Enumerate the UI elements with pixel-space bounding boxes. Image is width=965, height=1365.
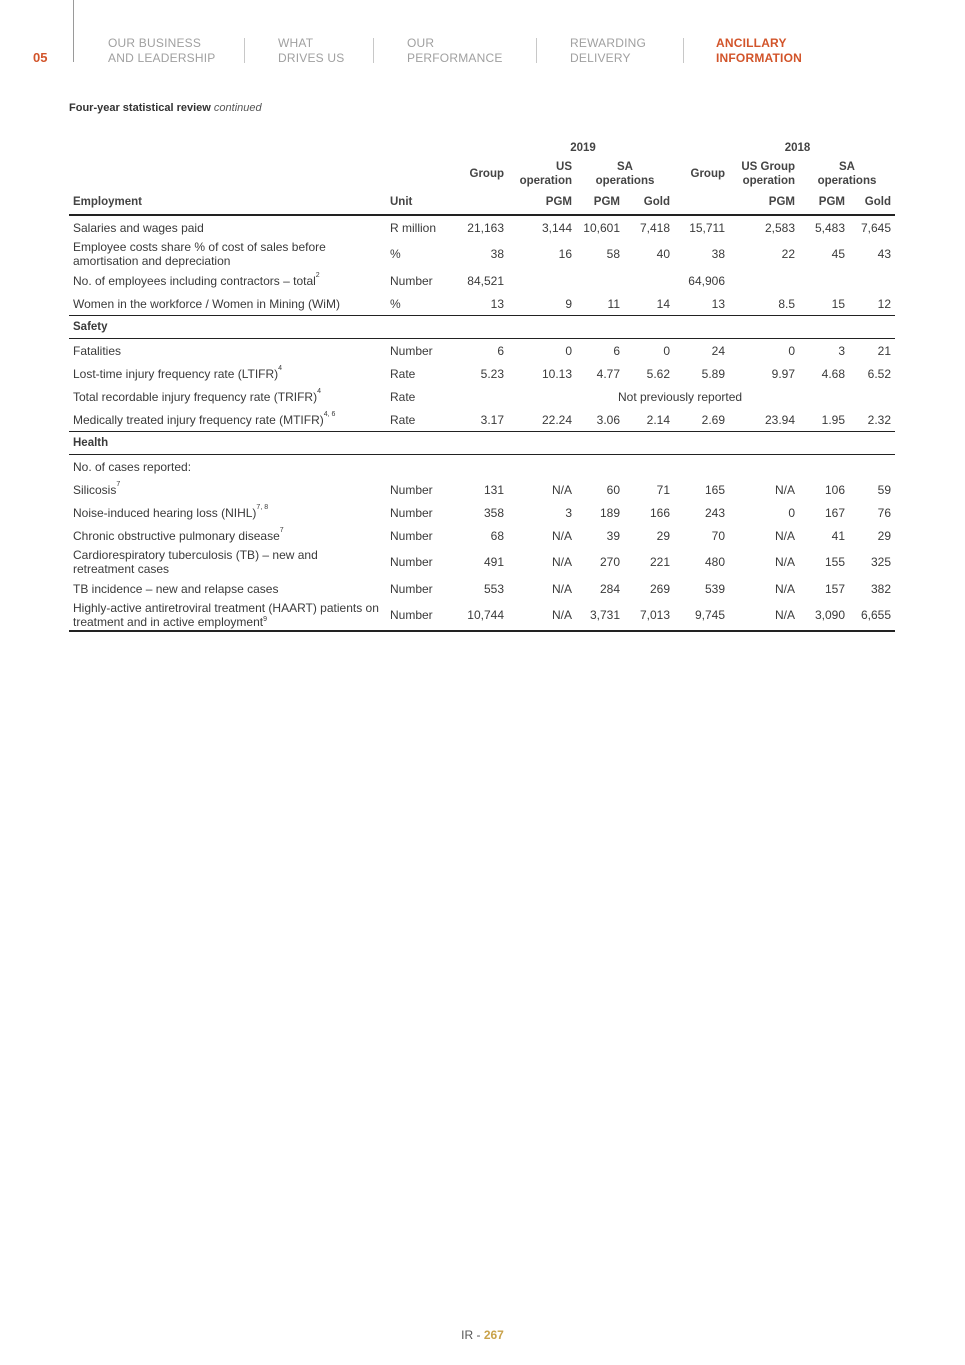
value-cell: 0 <box>565 343 572 358</box>
value-cell: 43 <box>877 247 891 261</box>
us-group-operation-header: US Group operation <box>741 161 795 187</box>
value-cell: 58 <box>606 247 620 261</box>
value-cell: 14 <box>656 296 670 311</box>
value-cell: 40 <box>656 247 670 261</box>
value-cell: 358 <box>483 505 504 520</box>
statistical-review-table <box>69 138 895 632</box>
table-row <box>69 362 895 385</box>
value-cell: N/A <box>551 581 572 596</box>
pgm-header: PGM <box>508 190 576 215</box>
footnote-ref: 4 <box>317 387 321 395</box>
year-2019: 2019 <box>570 142 596 154</box>
page-number: 267 <box>483 1328 504 1342</box>
nav-label: DELIVERY <box>570 51 631 65</box>
row-label-text: Medically treated injury frequency rate (MTIFR) <box>73 412 324 427</box>
value-cell: 491 <box>483 555 504 569</box>
nav-separator <box>373 38 374 63</box>
section-row <box>69 316 895 339</box>
value-cell: 0 <box>663 343 670 358</box>
value-cell: 270 <box>599 555 620 569</box>
value-cell: 5.62 <box>646 366 670 381</box>
unit-cell: Number <box>390 581 433 596</box>
value-cell: 189 <box>599 505 620 520</box>
value-cell: 29 <box>656 528 670 543</box>
value-cell: 38 <box>711 247 725 261</box>
unit-cell: Number <box>390 273 433 288</box>
value-cell: 13 <box>711 296 725 311</box>
empty-cell <box>456 385 508 408</box>
value-cell: N/A <box>551 555 572 569</box>
value-cell <box>624 269 674 292</box>
value-cell: 10,744 <box>456 600 508 631</box>
row-label <box>69 501 386 524</box>
gold-header: Gold <box>624 190 674 215</box>
footnote-ref: 7, 8 <box>256 503 269 511</box>
row-label-text: Total recordable injury frequency rate (TRIFR) <box>73 389 318 404</box>
value-cell: 3 <box>565 505 572 520</box>
footnote-ref: 2 <box>315 271 320 279</box>
value-cell: N/A <box>774 528 795 543</box>
nav-separator <box>683 38 684 63</box>
row-label <box>69 600 386 631</box>
table-row <box>69 292 895 316</box>
group-header: Group <box>690 168 725 180</box>
value-cell: 157 <box>824 581 845 596</box>
unit-cell: Number <box>386 600 456 631</box>
nav-separator <box>536 38 537 63</box>
value-cell: 8.5 <box>778 296 795 311</box>
footnote-ref: 7 <box>116 480 121 488</box>
row-label: No. of cases reported: <box>73 459 192 474</box>
row-label-text: Chronic obstructive pulmonary disease <box>73 528 280 543</box>
value-cell: 41 <box>831 528 845 543</box>
table-row <box>69 600 895 631</box>
nav-ancillary-information[interactable] <box>716 36 802 66</box>
row-label-text: No. of employees including contractors – total <box>73 273 316 288</box>
value-cell: 76 <box>877 505 891 520</box>
footnote-ref: 7 <box>279 526 284 534</box>
row-label <box>69 239 386 269</box>
value-cell: 22 <box>781 247 795 261</box>
table-row <box>69 455 895 479</box>
value-cell: 45 <box>831 247 845 261</box>
value-cell: N/A <box>508 600 576 631</box>
nav-label: INFORMATION <box>716 51 802 65</box>
value-cell: 2.32 <box>867 412 891 427</box>
table-row <box>69 501 895 524</box>
row-label-text: Employee costs share % of cost of sales before amortisation and depreciation <box>73 240 326 268</box>
section-heading: Safety <box>69 316 895 339</box>
value-cell: 10,601 <box>583 220 620 235</box>
pgm-header: PGM <box>799 190 849 215</box>
us-operation-header: US operation <box>519 161 572 187</box>
unit-cell: Number <box>390 528 433 543</box>
row-label <box>69 478 386 501</box>
table-row <box>69 547 895 577</box>
value-cell: 2.69 <box>701 412 725 427</box>
table-row <box>69 215 895 239</box>
value-cell: 539 <box>704 581 725 596</box>
nav-label: OUR <box>407 36 435 50</box>
value-cell: 7,418 <box>639 220 670 235</box>
value-cell: 12 <box>877 296 891 311</box>
value-cell: 1.95 <box>821 412 845 427</box>
table-row <box>69 339 895 363</box>
value-cell: 60 <box>606 482 620 497</box>
value-cell: 3,144 <box>541 220 572 235</box>
value-cell <box>729 269 799 292</box>
pgm-header: PGM <box>729 190 799 215</box>
row-label-text: Highly-active antiretroviral treatment (HAART) patients on treatment and in active employment <box>73 601 379 629</box>
group-header: Group <box>469 168 504 180</box>
sa-operations-header: SA operations <box>817 161 877 187</box>
nav-label: OUR BUSINESS <box>108 36 202 50</box>
value-cell: 22.24 <box>541 412 572 427</box>
row-label-text: Lost-time injury frequency rate (LTIFR) <box>73 366 279 381</box>
page-footer <box>0 1328 965 1342</box>
value-cell: 16 <box>558 247 572 261</box>
row-label <box>69 215 386 239</box>
unit-cell: % <box>390 296 401 311</box>
value-cell: 7,645 <box>860 220 891 235</box>
unit-cell: Rate <box>390 389 416 404</box>
value-cell: 2.14 <box>646 412 670 427</box>
value-cell: 382 <box>870 581 891 596</box>
value-cell: 59 <box>877 482 891 497</box>
row-label <box>69 362 386 385</box>
unit-header: Unit <box>386 190 456 215</box>
value-cell: 5,483 <box>814 220 845 235</box>
value-cell <box>799 269 849 292</box>
year-2018: 2018 <box>784 142 811 154</box>
row-label-text: TB incidence – new and relapse cases <box>73 581 279 596</box>
nav-what-drives-us[interactable] <box>278 36 344 66</box>
value-cell: 21,163 <box>467 220 504 235</box>
row-label-text: Women in the workforce / Women in Mining (WiM) <box>73 296 340 311</box>
chapter-number: 05 <box>33 50 48 65</box>
value-cell <box>508 269 576 292</box>
value-cell: 553 <box>483 581 504 596</box>
value-cell: 3 <box>838 343 845 358</box>
value-cell: 38 <box>490 247 504 261</box>
value-cell: 39 <box>606 528 620 543</box>
nav-label: WHAT <box>278 36 314 50</box>
top-navigation <box>0 0 965 80</box>
unit-cell: Number <box>390 482 433 497</box>
value-cell: 10.13 <box>541 366 572 381</box>
value-cell: N/A <box>551 528 572 543</box>
value-cell: 106 <box>824 482 845 497</box>
value-cell: 70 <box>711 528 725 543</box>
value-cell: 6 <box>613 343 620 358</box>
value-cell: 284 <box>599 581 620 596</box>
value-cell: 3,731 <box>576 600 624 631</box>
value-cell: N/A <box>774 482 795 497</box>
unit-cell: Number <box>390 555 433 569</box>
value-cell: 131 <box>483 482 504 497</box>
value-cell: 5.23 <box>480 366 504 381</box>
value-cell: 9.97 <box>771 366 795 381</box>
nav-label: PERFORMANCE <box>407 51 503 65</box>
value-cell: 2,583 <box>764 220 795 235</box>
value-cell: 24 <box>711 343 725 358</box>
footnote-ref: 4, 6 <box>323 410 336 418</box>
row-label <box>69 292 386 316</box>
row-label <box>69 269 386 292</box>
value-cell: 0 <box>788 343 795 358</box>
row-label <box>69 577 386 600</box>
value-cell: 15,711 <box>689 220 725 235</box>
value-cell: 6 <box>497 343 504 358</box>
row-label <box>69 339 386 363</box>
value-cell: N/A <box>729 600 799 631</box>
table-row <box>69 524 895 547</box>
value-cell: 325 <box>870 555 891 569</box>
value-cell: 221 <box>649 555 670 569</box>
value-cell: 3,090 <box>799 600 849 631</box>
value-cell: 23.94 <box>764 412 795 427</box>
gold-header: Gold <box>849 190 895 215</box>
value-cell: 165 <box>704 482 725 497</box>
nav-label: ANCILLARY <box>716 36 787 50</box>
value-cell: 64,906 <box>688 273 725 288</box>
row-label-text: Silicosis <box>73 482 117 497</box>
value-cell: 0 <box>788 505 795 520</box>
nav-our-business[interactable] <box>108 36 216 66</box>
value-cell: 4.68 <box>821 366 845 381</box>
table-row <box>69 478 895 501</box>
unit-cell: Rate <box>390 412 416 427</box>
value-cell: 6,655 <box>849 600 895 631</box>
section-row <box>69 432 895 455</box>
unit-cell: R million <box>390 220 437 235</box>
row-label-text: Fatalities <box>73 343 122 358</box>
nav-label: REWARDING <box>570 36 647 50</box>
title-main: Four-year statistical review <box>69 102 211 114</box>
value-cell: N/A <box>774 555 795 569</box>
value-cell <box>849 269 895 292</box>
value-cell: 21 <box>877 343 891 358</box>
value-cell: 9,745 <box>674 600 729 631</box>
unit-cell: Rate <box>390 366 416 381</box>
value-cell: 243 <box>704 505 725 520</box>
nav-label: AND LEADERSHIP <box>108 51 216 65</box>
table-row <box>69 269 895 292</box>
value-cell: 13 <box>490 296 504 311</box>
title-suffix: continued <box>213 102 262 114</box>
row-label <box>69 547 386 577</box>
value-cell: 480 <box>704 555 725 569</box>
chapter-divider <box>73 0 74 62</box>
value-cell: 68 <box>490 528 504 543</box>
value-cell: 4.77 <box>596 366 620 381</box>
value-cell: 5.89 <box>701 366 725 381</box>
value-cell: 84,521 <box>467 273 504 288</box>
unit-cell: % <box>390 247 401 261</box>
value-cell: N/A <box>551 482 572 497</box>
value-cell: 15 <box>831 296 845 311</box>
table-row <box>69 239 895 269</box>
row-label-text: Salaries and wages paid <box>73 220 204 235</box>
value-cell: 3.06 <box>596 412 620 427</box>
nav-rewarding-delivery[interactable] <box>570 36 646 66</box>
value-cell: 71 <box>656 482 670 497</box>
footnote-ref: 4 <box>278 364 283 372</box>
table-row <box>69 408 895 432</box>
nav-label: DRIVES US <box>278 51 345 65</box>
sa-operations-header: SA operations <box>595 161 655 187</box>
value-cell: 269 <box>649 581 670 596</box>
section-heading: Health <box>69 432 895 455</box>
pgm-header: PGM <box>576 190 624 215</box>
value-cell: 3.17 <box>480 412 504 427</box>
value-cell: N/A <box>774 581 795 596</box>
employment-header: Employment <box>69 190 386 215</box>
value-cell: 11 <box>607 296 620 311</box>
row-label-text: Cardiorespiratory tuberculosis (TB) – new and retreatment cases <box>73 548 318 576</box>
section-title <box>69 102 262 114</box>
unit-cell: Number <box>390 505 433 520</box>
value-cell: 9 <box>565 296 572 311</box>
value-cell: 167 <box>824 505 845 520</box>
table-row <box>69 577 895 600</box>
footnote-ref: 9 <box>263 616 268 623</box>
value-cell <box>576 269 624 292</box>
table-row <box>69 385 895 408</box>
value-cell: 166 <box>649 505 670 520</box>
note-cell: Not previously reported <box>618 389 743 404</box>
footer-prefix: IR - <box>461 1328 484 1342</box>
nav-separator <box>244 38 245 63</box>
nav-our-performance[interactable] <box>407 36 503 66</box>
value-cell: 6.52 <box>867 366 891 381</box>
row-label-text: Noise-induced hearing loss (NIHL) <box>73 505 257 520</box>
value-cell: 155 <box>824 555 845 569</box>
row-label <box>69 408 386 432</box>
row-label <box>69 524 386 547</box>
row-label <box>69 385 386 408</box>
value-cell: 29 <box>877 528 891 543</box>
unit-cell: Number <box>390 343 433 358</box>
value-cell: 7,013 <box>624 600 674 631</box>
